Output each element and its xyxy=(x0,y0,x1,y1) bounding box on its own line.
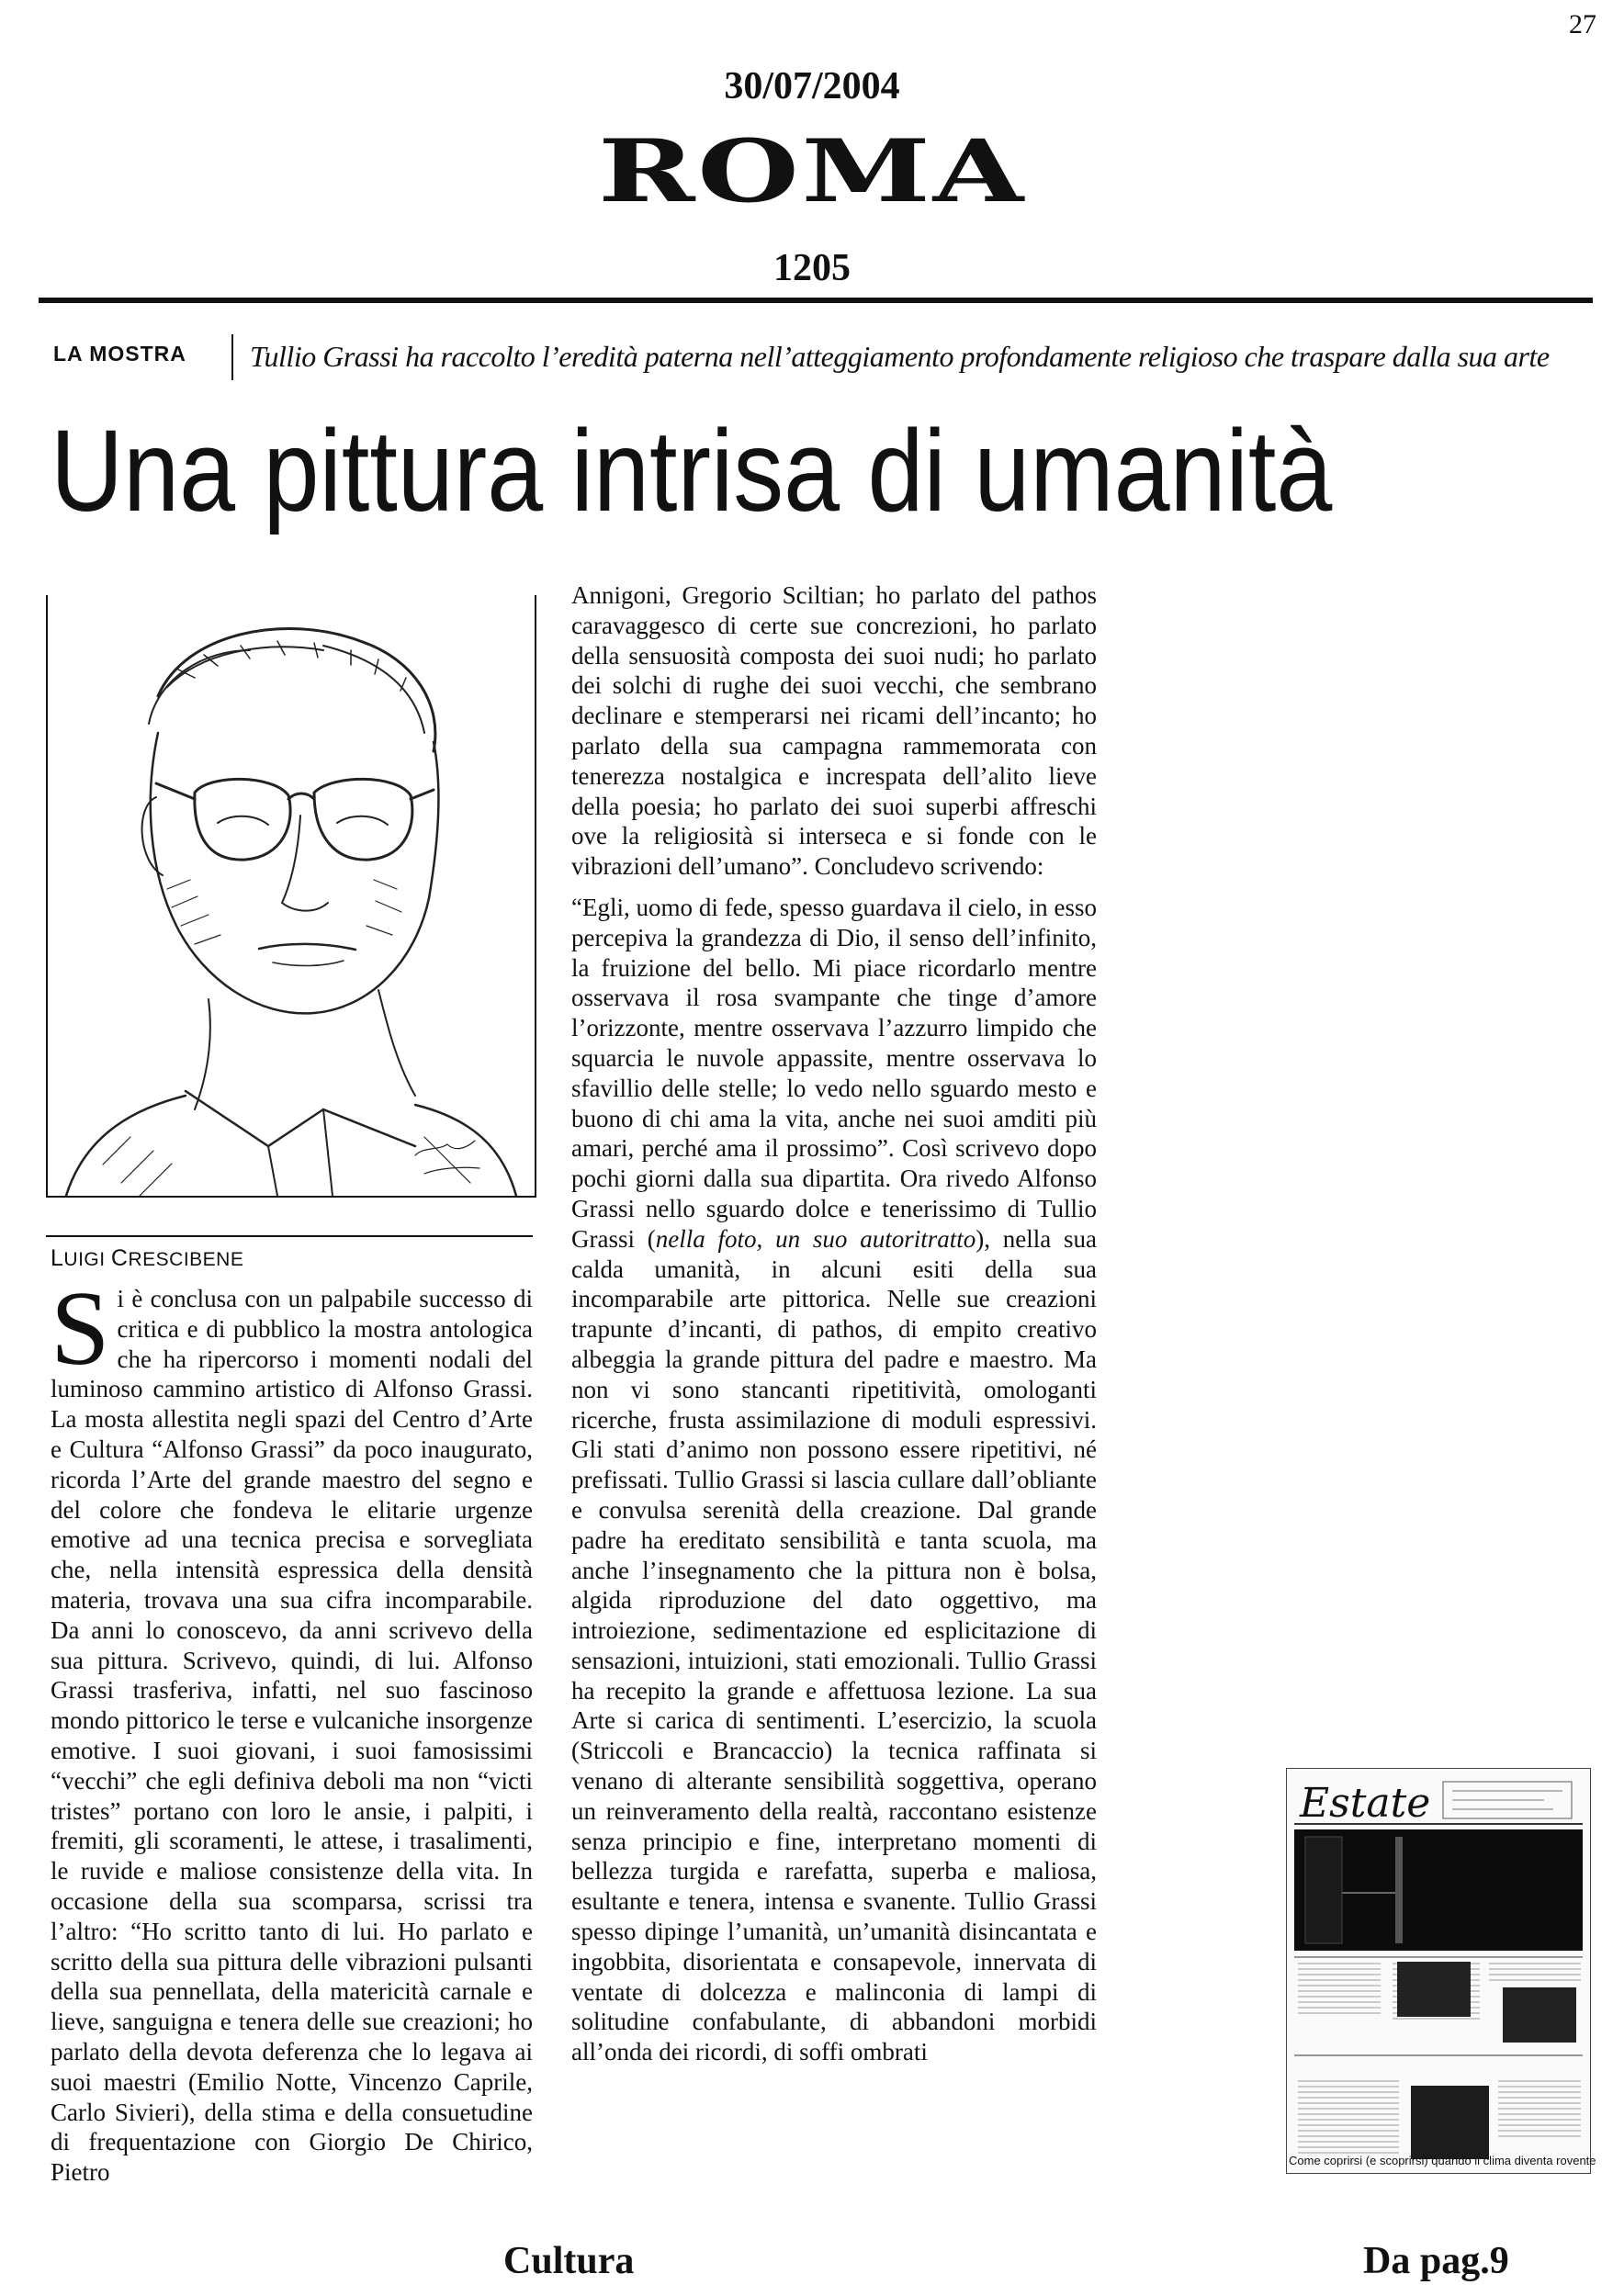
article-headline: Una pittura intrisa di umanità xyxy=(51,406,1333,535)
publication-date: 30/07/2004 xyxy=(724,65,900,107)
issue-number: 1205 xyxy=(773,247,851,289)
article-column-1 xyxy=(51,1270,533,2188)
author-first-initial: L xyxy=(51,1245,64,1271)
author-rule xyxy=(46,1235,533,1237)
section-kicker: LA MOSTRA xyxy=(53,342,186,366)
origin-page-label: Da pag.9 xyxy=(1363,2240,1509,2282)
top-rule xyxy=(39,298,1593,303)
author-first-rest: UIGI xyxy=(63,1249,111,1270)
thumbnail-title: Estate xyxy=(1300,1780,1431,1827)
article-quote xyxy=(571,893,1097,2067)
article-column-2-intro: Annigoni, Gregorio Sciltian; ho parlato del pathos caravaggesco di certe sue concrezioni, ho parlato della sensuosità composta dei suoi nudi; ho parlato dei solchi di rughe dei suoi vecchi, che sembrano declinare e stemperarsi nei ricami dell’incanto; ho parlato della sua campagna rammemorata con tenerezza nostalgica e increspata dell’alito lieve della poesia; ho parlato dei suoi superbi affreschi ove la religiosità si interseca e si fonde con le vibrazioni dell’umano”. Concludevo scrivendo: xyxy=(571,581,1097,881)
article-column-1-text: i è conclusa con un palpabile successo di critica e di pubblico la mostra antologica che ha ripercorso i momenti nodali del luminoso cammino artistico di Alfonso Grassi. La mosta allestita negli spazi del Centro d’Arte e Cultura “Alfonso Grassi” da poco inaugurato, ricorda l’Arte del grande maestro del segno e del colore che fondeva le elitarie urgenze emotive ad una tecnica precisa e sorvegliata che, nella intensità espressica della densità materia, trovava una sua cifra incomparabile. Da anni lo conoscevo, da anni scrivevo della sua pittura. Scrivevo, quindi, di lui. Alfonso Grassi trasferiva, infatti, nel suo fascinoso mondo pittorico le terse e vulcaniche insorgenze emotive. I suoi giovani, i suoi famosissimi “vecchi” che egli definiva deboli ma non “victi tristes” portano con loro le ansie, i palpiti, i fremiti, gli scoramenti, le attese, i trasalimenti, le ruvide e maliose consistenze della vita. In occasione della sua scomparsa, scrissi tra l’altro: “Ho scritto tanto di lui. Ho parlato e scritto della sua pittura delle vibrazioni pulsanti della sua pennellata, della matericità carnale e lieve, sanguigna e tenera delle sue creazioni; ho parlato della devota deferenza che lo legava ai suoi maestri (Emilio Notte, Vincenzo Caprile, Carlo Sivieri), della stima e della consuetudine di frequentazione con Giorgio De Chirico, Pietro xyxy=(51,1285,533,2187)
drop-cap: S xyxy=(51,1270,110,1388)
photo-reference: nella foto, un suo autoritratto xyxy=(655,1224,976,1253)
article-subhead: Tullio Grassi ha raccolto l’eredità paterna nell’atteggiamento profondamente religioso che traspare dalla sua arte xyxy=(250,340,1550,373)
author-last-rest: RESCIBENE xyxy=(128,1249,244,1270)
article-author xyxy=(51,1245,243,1272)
portrait-illustration xyxy=(46,595,536,1198)
article-quote-part-b: ), nella sua calda umanità, in alcuni esiti della sua incomparabile arte pittorica. Nelle sue creazioni trapunte d’incanti, di pathos, di empito creativo albeggia la grande pittura del padre e maestro. Ma non vi sono stancanti ripetitività, omologanti ricerche, frusta assimilazione di moduli espressivi. Gli stati d’animo non possono essere ripetitivi, né prefissati. Tullio Grassi si lascia cullare dall’obliante e convulsa serenità della creazione. Dal grande padre ha ereditato sensibilità e tanta scuola, ma anche l’insegnamento che la pittura non è bolsa, algida riproduzione del dato oggettivo, ma introiezione, sedimentazione ed esplicitazione di sensazioni, intuizioni, stati emozionali. Tullio Grassi ha recepito la grande e affettuosa lezione. La sua Arte si carica di sentimenti. L’esercizio, la scuola (Striccoli e Brancaccio) la tecnica raffinata si venano di alterante sensibilità soggettiva, operano un reinveramento della realtà, raccontano esistenze senza principio e fine, interpretano momenti di bellezza turgida e rarefatta, superba e maliosa, esultante e tenera, intensa e svanente. Tullio Grassi spesso dipinge l’umanità, un’umanità disincantata e ingobbita, disorientata e consapevole, innervata di ventate di dolcezza e malinconia di lampi di solitudine confabulante, di abbandoni morbidi all’onda dei ricordi, di soffi ombrati xyxy=(571,1224,1098,2066)
section-label: Cultura xyxy=(503,2240,635,2282)
estate-page-thumbnail xyxy=(1286,1768,1596,2174)
article-column-2 xyxy=(571,580,1097,2067)
article-quote-part-a: “Egli, uomo di fede, spesso guardava il cielo, in esso percepiva la grandezza di Dio, il senso dell’infinito, la fruizione del bello. Mi piace ricordarlo mentre osservava il rosa svampante che tinge d’amore l’orizzonte, mentre osservava l’azzurro limpido che squarcia le nuvole appassite, mentre osservava lo sfavillio delle stelle; lo vedo nello sguardo mesto e buono di chi ama la vita, anche nei suoi amditi più amari, perché ama il prossimo”. Così scrivevo dopo pochi giorni dalla sua dipartita. Ora rivedo Alfonso Grassi nello sguardo dolce e tenerissimo di Tullio Grassi ( xyxy=(571,893,1097,1253)
thumbnail-caption: Come coprirsi (e scoprirsi) quando il clima diventa rovente xyxy=(1289,2154,1596,2167)
kicker-separator xyxy=(231,334,233,380)
newspaper-masthead: ROMA xyxy=(598,121,1026,222)
page-number: 27 xyxy=(1569,9,1596,39)
author-last-initial: C xyxy=(110,1245,129,1271)
